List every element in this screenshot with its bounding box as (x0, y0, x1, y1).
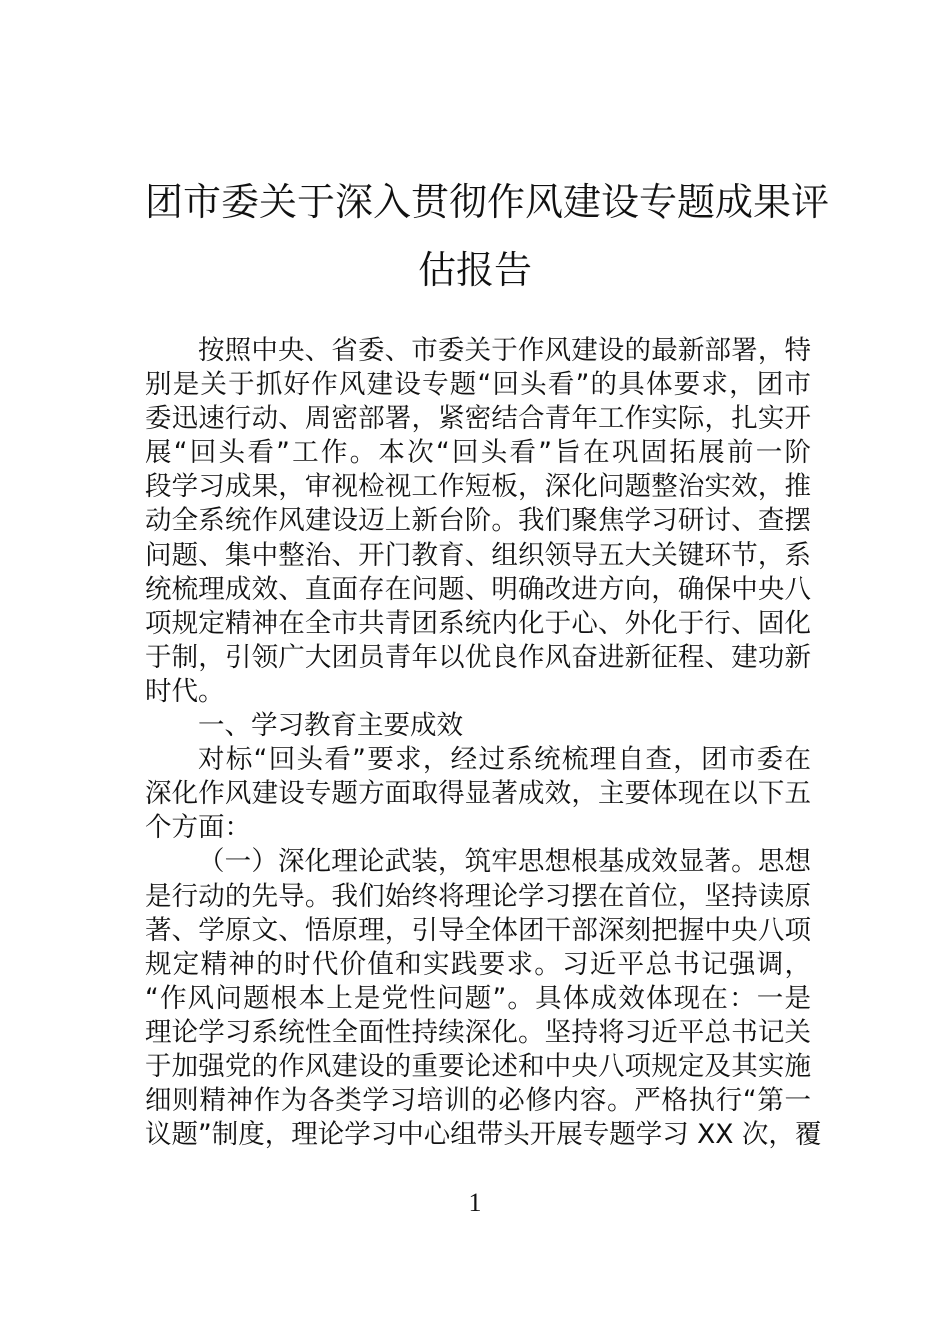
text-line: 展“回头看”工作。本次“回头看”旨在巩固拓展前一阶 (145, 437, 811, 469)
text-line: “作风问题根本上是党性问题”。具体成效体现在：一是 (145, 982, 811, 1014)
text-line: 按照中央、省委、市委关于作风建设的最新部署，特 (198, 335, 811, 366)
text-line: 议题”制度，理论学习中心组带头开展专题学习 XX 次，覆 (145, 1119, 822, 1151)
summary-paragraph (145, 743, 811, 845)
text-line: 动全系统作风建设迈上新台阶。我们聚焦学习研讨、查摆 (145, 505, 811, 537)
text-line: 深化作风建设专题方面取得显著成效，主要体现在以下五 (145, 778, 811, 810)
page-number: 1 (468, 1188, 482, 1217)
text-line: 于制，引领广大团员青年以优良作风奋进新征程、建功新 (145, 641, 811, 673)
document-body (145, 334, 822, 1152)
text-line: 段学习成果，审视检视工作短板，深化问题整治实效，推 (145, 471, 811, 503)
text-line: 时代。 (145, 675, 225, 707)
title-line: 估报告 (417, 248, 532, 292)
intro-paragraph (145, 334, 811, 709)
text-line: 对标“回头看”要求，经过系统梳理自查，团市委在 (198, 744, 811, 776)
section-heading (145, 709, 811, 743)
text-line: 别是关于抓好作风建设专题“回头看”的具体要求，团市 (145, 369, 811, 401)
text-line: 理论学习系统性全面性持续深化。坚持将习近平总书记关 (145, 1016, 811, 1048)
text-line: 统梳理成效、直面存在问题、明确改进方向，确保中央八 (145, 573, 811, 605)
text-line: 个方面： (145, 812, 251, 844)
subsection-paragraph (145, 845, 822, 1152)
text-line: 项规定精神在全市共青团系统内化于心、外化于行、固化 (145, 607, 811, 639)
document-title (145, 168, 830, 304)
text-line: 是行动的先导。我们始终将理论学习摆在首位，坚持读原 (145, 880, 811, 912)
text-line: （一）深化理论武装，筑牢思想根基成效显著。思想 (198, 846, 811, 878)
heading-line: 一、学习教育主要成效 (198, 710, 463, 742)
text-line: 问题、集中整治、开门教育、组织领导五大关键环节，系 (145, 539, 811, 571)
title-line: 团市委关于深入贯彻作风建设专题成果评 (145, 180, 830, 224)
text-line: 著、学原文、悟原理，引导全体团干部深刻把握中央八项 (145, 914, 811, 946)
text-line: 细则精神作为各类学习培训的必修内容。严格执行“第一 (145, 1085, 811, 1117)
text-line: 规定精神的时代价值和实践要求。习近平总书记强调， (145, 948, 811, 980)
text-line: 于加强党的作风建设的重要论述和中央八项规定及其实施 (145, 1050, 811, 1082)
text-line: 委迅速行动、周密部署，紧密结合青年工作实际，扎实开 (145, 403, 811, 435)
